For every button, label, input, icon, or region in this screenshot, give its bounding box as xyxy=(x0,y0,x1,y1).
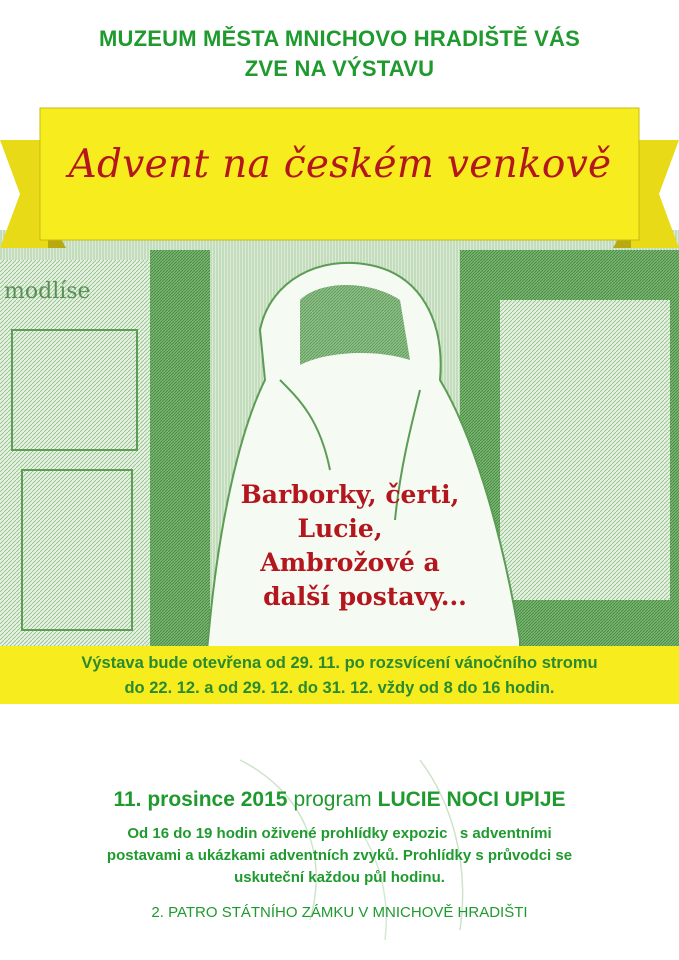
program-date: 11. prosince 2015 xyxy=(113,788,288,811)
figures-line-2: Lucie, xyxy=(297,514,383,543)
figures-list xyxy=(200,478,510,614)
venue-location: 2. PATRO STÁTNÍHO ZÁMKU V MNICHOVĚ HRADIŠTI xyxy=(151,904,528,921)
exhibition-title: Advent na českém venkově xyxy=(68,142,612,187)
figures-line-3: Ambrožové a xyxy=(260,548,440,577)
figures-line-1: Barborky, čerti, xyxy=(240,480,460,509)
program-name: LUCIE NOCI UPIJE xyxy=(377,788,566,811)
figures-line-4: další postavy... xyxy=(263,582,467,611)
details-line-3: uskuteční každou půl hodinu. xyxy=(234,869,445,886)
header-line-2: ZVE NA VÝSTAVU xyxy=(244,56,435,81)
program-heading xyxy=(0,788,679,812)
museum-header xyxy=(0,24,679,84)
details-line-1: Od 16 do 19 hodin oživené prohlídky expozic s adventními xyxy=(127,825,552,842)
opening-hours xyxy=(0,651,679,701)
header-line-1: MUZEUM MĚSTA MNICHOVO HRADIŠTĚ VÁS xyxy=(98,26,581,51)
details-line-2: postavami a ukázkami adventních zvyků. Prohlídky s průvodci se xyxy=(106,847,573,864)
program-word: program xyxy=(293,788,372,811)
sign-text: modlíse xyxy=(4,279,91,304)
hours-line-2: do 22. 12. a od 29. 12. do 31. 12. vždy od 8 do 16 hodin. xyxy=(124,679,555,697)
program-details xyxy=(0,823,679,889)
background-sign xyxy=(0,270,150,310)
hours-line-1: Výstava bude otevřena od 29. 11. po rozsvícení vánočního stromu xyxy=(81,654,598,672)
